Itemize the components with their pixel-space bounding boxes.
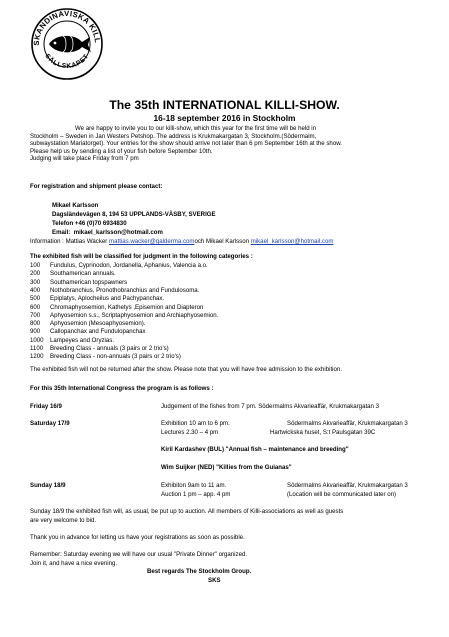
category-row bbox=[30, 312, 218, 320]
category-code: 500 bbox=[30, 295, 41, 303]
category-code: 800 bbox=[30, 320, 41, 328]
dinner-reminder-line: Join it, and have a nice evening. bbox=[30, 560, 118, 567]
category-row bbox=[30, 353, 181, 361]
sunday-exhibition: Exhibiton 9am to 11 am. bbox=[161, 482, 227, 489]
category-code: 900 bbox=[30, 328, 41, 336]
category-row bbox=[30, 337, 114, 345]
categories-heading: The exhibited fish will be classified for judgment in the following categories : bbox=[30, 253, 253, 260]
category-row bbox=[30, 328, 146, 336]
sunday-exhibition-location: Södermalms Akvarieaffär, Krukmakargatan 3 bbox=[287, 482, 408, 489]
category-row bbox=[30, 279, 127, 287]
auction-paragraph-line: Sunday 18/9 the exhibited fish will, as usual, be put up to auction. All members of Killi-associations as well as guests bbox=[30, 508, 344, 515]
club-logo bbox=[30, 2, 104, 82]
information-line bbox=[30, 238, 333, 246]
lecture-kardashev: Kiril Kardashev (BUL) "Annual fish – maintenance and breeding" bbox=[161, 446, 349, 453]
category-code: 100 bbox=[30, 262, 41, 269]
category-name: Fundulus, Cyprinodon, Jordanella, Aphanius, Valencia a.o. bbox=[50, 262, 208, 269]
category-code: 300 bbox=[30, 278, 41, 286]
intro-paragraph bbox=[30, 125, 435, 163]
intro-line: subwaystation Mariatorget). Your entries for the show should arrive not later than 6 pm September 16th at the show. bbox=[30, 140, 342, 148]
category-name: Nothobranchius, Pronothobranchius and Fundulosoma. bbox=[50, 286, 200, 294]
contact-address: Dagsländevägen 8, 194 53 UPPLANDS-VÄSBY, SVERIGE bbox=[52, 211, 216, 218]
intro-line: Judging will take place Friday from 7 pm bbox=[30, 155, 139, 163]
logo-ring-top-text: SKANDINAVISKA KILL bbox=[31, 8, 103, 46]
category-name: Southamerican annuals. bbox=[50, 270, 116, 278]
saturday-exhibition: Exhibition 10 am to 6 pm. bbox=[161, 420, 230, 427]
category-code: 200 bbox=[30, 270, 41, 278]
lecture-suijker: Wim Suijker (NED) "Killies from the Guianas" bbox=[161, 464, 292, 471]
information-prefix: Information : Mattias Wacker bbox=[30, 238, 108, 245]
category-code: 1000 bbox=[30, 336, 44, 344]
category-code: 700 bbox=[30, 311, 41, 319]
email-label: Email: bbox=[52, 229, 71, 236]
category-row bbox=[30, 320, 146, 328]
category-row bbox=[30, 287, 199, 295]
dinner-reminder-line: Remember: Saturday evening we will have our usual "Private Dinner" organized. bbox=[30, 551, 248, 558]
program-day-saturday: Saturday 17/9 bbox=[30, 420, 70, 427]
information-middle: och Mikael Karlsson bbox=[194, 238, 249, 245]
program-day-sunday: Sunday 18/9 bbox=[30, 482, 66, 489]
saturday-lectures-location: Hartwickska huset, S:t Paulsgatan 39C bbox=[270, 429, 376, 436]
category-row bbox=[30, 345, 169, 353]
fish-icon bbox=[49, 36, 91, 53]
saturday-lectures: Lectures 2.30 – 4 pm bbox=[161, 429, 219, 436]
info-email-link-mikael[interactable]: mikael_karlsson@hotmail.com bbox=[250, 238, 334, 245]
contact-phone: Telefon +46 (0)70 6934830 bbox=[52, 220, 127, 227]
category-code: 400 bbox=[30, 286, 41, 294]
program-heading: For this 35th International Congress the program is as follows : bbox=[30, 385, 214, 392]
category-row bbox=[30, 295, 164, 303]
contact-email-line bbox=[52, 229, 163, 237]
intro-line: Stockholm – Sweden in Jan Westers Petshop. The address is Krukmakargatan 3, Stockholm.(Södermalm, bbox=[30, 132, 317, 140]
category-row bbox=[30, 304, 203, 312]
category-name: Aphyosemion s.s., Scriptaphyosemion and Archiaphyosemion. bbox=[50, 311, 219, 319]
info-email-link-mattias[interactable]: mattias.wacker@galderma.com bbox=[109, 238, 195, 245]
intro-line: We are happy to invite you to our killi-show, which this year for the first time will be held in bbox=[75, 125, 317, 132]
friday-judgement: Judgement of the fishes from 7 pm. Södermalms Akvarieaffär, Krukmakargatan 3 bbox=[161, 403, 380, 410]
signature: SKS bbox=[208, 577, 221, 584]
program-day-friday: Friday 16/9 bbox=[30, 403, 62, 410]
category-code: 600 bbox=[30, 303, 41, 311]
category-name: Aphyosemion (Mesoaphyosemion). bbox=[50, 320, 146, 328]
category-name: Lampeyes and Oryzias. bbox=[50, 336, 115, 344]
saturday-exhibition-location: Södermalms Akvarieaffär, Krukmakargatan 3 bbox=[287, 420, 408, 427]
category-name: Callopanchax and Fundulopanchax bbox=[50, 328, 146, 336]
page-title: The 35th INTERNATIONAL KILLI-SHOW. bbox=[109, 98, 340, 112]
auction-paragraph-line: are very welcome to bid. bbox=[30, 517, 97, 524]
svg-text:SÄLLSKAPET bbox=[43, 53, 90, 70]
sunday-auction: Auction 1 pm – app. 4 pm bbox=[161, 491, 231, 498]
category-name: Chromaphyosemion, Kathetys ,Episemion and Diapteron bbox=[50, 303, 204, 311]
intro-line: Please help us by sending a list of your fish before September 10th. bbox=[30, 147, 213, 155]
best-regards: Best regards The Stockholm Group. bbox=[147, 568, 252, 575]
thanks-paragraph: Thank you in advance for letting us have your registrations as soon as possible. bbox=[30, 534, 245, 541]
return-notice: The exhibited fish will not be returned after the show. Please note that you will have free admission to the exhibition. bbox=[30, 366, 342, 373]
category-row bbox=[30, 270, 116, 278]
category-code: 1100 bbox=[30, 345, 44, 352]
sunday-auction-location: (Location will be communicated later on) bbox=[287, 491, 397, 498]
category-name: Epiplatys, Aplocheilus and Pachypanchax. bbox=[50, 295, 165, 303]
registration-heading: For registration and shipment please contact: bbox=[30, 183, 163, 190]
category-name: Breeding Class - annuals (3 pairs or 2 trio's) bbox=[50, 345, 169, 352]
logo-ring-bottom-text: SÄLLSKAPET bbox=[43, 52, 91, 71]
category-name: Southamerican topspawners bbox=[50, 278, 128, 286]
category-name: Breeding Class - non-annuals (3 pairs or 2 trio's) bbox=[50, 353, 181, 361]
category-row bbox=[30, 262, 208, 270]
contact-email[interactable]: mikael_karlsson@hotmail.com bbox=[73, 229, 163, 236]
category-code: 1200 bbox=[30, 353, 44, 361]
contact-name: Mikael Karlsson bbox=[52, 202, 99, 209]
event-date-subtitle: 16-18 september 2016 in Stockholm bbox=[153, 113, 296, 123]
